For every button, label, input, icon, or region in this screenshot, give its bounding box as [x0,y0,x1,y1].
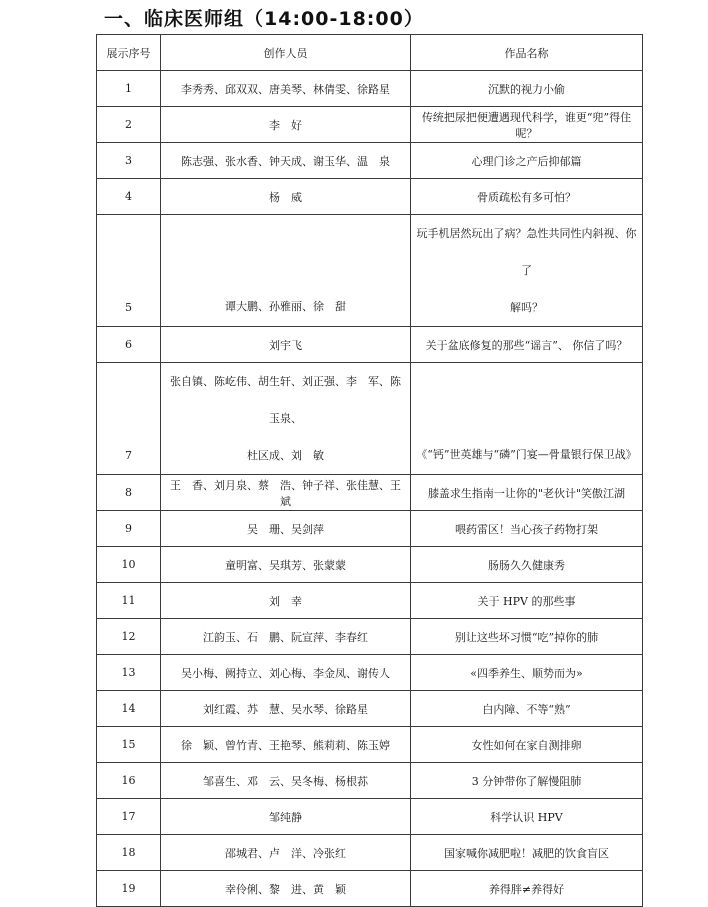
row-authors [161,363,411,475]
row-number: 10 [97,547,161,583]
row-work: 《“钙”世英雄与“磷”门宴—骨量银行保卫战》 [411,363,643,475]
header-authors: 创作人员 [161,35,411,71]
row-work: 关于 HPV 的那些事 [411,583,643,619]
row-authors: 邵城君、卢 洋、冷张红 [161,835,411,871]
row-work: 别让这些坏习惯“吃”掉你的肺 [411,619,643,655]
row-number: 3 [97,143,161,179]
row-work: 科学认识 HPV [411,799,643,835]
row-number: 8 [97,475,161,511]
page-title: 一、临床医师组（14:00-18:00） [104,8,424,30]
row-number: 17 [97,799,161,835]
row-work-line: 玩手机居然玩出了病？急性共同性内斜视、你了 [416,227,637,277]
header-row [97,35,643,71]
row-number: 12 [97,619,161,655]
row-number: 19 [97,871,161,907]
row-authors: 谭大鹏、孙雅丽、徐 甜 [161,215,411,327]
table-row [97,799,643,835]
row-authors: 江韵玉、石 鹏、阮宣萍、李春红 [161,619,411,655]
row-work: 白内障、不等“熟” [411,691,643,727]
row-work: 心理门诊之产后抑郁篇 [411,143,643,179]
row-number: 6 [97,327,161,363]
table-row [97,363,643,475]
row-authors: 李秀秀、邱双双、唐美琴、林倩雯、徐路星 [161,71,411,107]
row-number: 15 [97,727,161,763]
row-authors: 吴 珊、吴剑萍 [161,511,411,547]
row-work: 膝盖求生指南一让你的"老伙计"笑傲江湖 [411,475,643,511]
row-number: 11 [97,583,161,619]
row-work: 养得胖≠养得好 [411,871,643,907]
table-row [97,691,643,727]
row-work: «四季养生、顺势而为» [411,655,643,691]
row-authors: 幸伶俐、黎 进、黄 颖 [161,871,411,907]
table-row [97,871,643,907]
row-work: 传统把尿把便遭遇现代科学，谁更“兜”得住呢？ [411,107,643,143]
row-number: 14 [97,691,161,727]
header-number: 展示序号 [97,35,161,71]
table-row [97,143,643,179]
table-row [97,547,643,583]
table-row [97,475,643,511]
row-authors: 李 好 [161,107,411,143]
row-authors: 邹纯静 [161,799,411,835]
table-row [97,511,643,547]
row-authors: 童明富、吴琪芳、张蒙蒙 [161,547,411,583]
row-number: 1 [97,71,161,107]
row-work: 喂药雷区！当心孩子药物打架 [411,511,643,547]
row-work: 关于盆底修复的那些“谣言”、 你信了吗？ [411,327,643,363]
header-work: 作品名称 [411,35,643,71]
table-row [97,835,643,871]
table-row [97,583,643,619]
row-work [411,215,643,327]
row-number: 9 [97,511,161,547]
row-authors: 刘 幸 [161,583,411,619]
row-authors: 杨 威 [161,179,411,215]
row-authors: 刘红霞、苏 慧、吴水琴、徐路星 [161,691,411,727]
row-authors: 刘宇飞 [161,327,411,363]
row-authors: 徐 颖、曾竹青、王艳琴、熊莉莉、陈玉婷 [161,727,411,763]
row-number: 18 [97,835,161,871]
row-work: 骨质疏松有多可怕？ [411,179,643,215]
table-row [97,727,643,763]
table-row [97,763,643,799]
table-row [97,215,643,327]
row-authors: 陈志强、张水香、钟天成、谢玉华、温 泉 [161,143,411,179]
roster-table [96,34,643,907]
row-number: 13 [97,655,161,691]
row-work: 国家喊你减肥啦！减肥的饮食盲区 [411,835,643,871]
row-work: 肠肠久久健康秀 [411,547,643,583]
table-row [97,655,643,691]
row-authors: 吴小梅、阙持立、刘心梅、李金凤、谢传人 [161,655,411,691]
row-authors-line: 张自镇、陈屹伟、胡生轩、刘正强、李 军、陈玉泉、 [170,375,401,425]
table-row [97,107,643,143]
table-row [97,179,643,215]
row-work-line: 解吗？ [510,301,543,314]
table-row [97,71,643,107]
row-authors-line: 杜区成、刘 敏 [247,449,324,462]
row-authors: 王 香、刘月泉、蔡 浩、钟子祥、张佳慧、王 斌 [161,475,411,511]
row-number: 2 [97,107,161,143]
row-number: 16 [97,763,161,799]
row-authors: 邹喜生、邓 云、吴冬梅、杨根荪 [161,763,411,799]
row-work: 3 分钟带你了解慢阻肺 [411,763,643,799]
row-number: 4 [97,179,161,215]
row-work: 女性如何在家自测排卵 [411,727,643,763]
table-row [97,619,643,655]
row-number: 5 [97,215,161,327]
row-number: 7 [97,363,161,475]
table-row [97,327,643,363]
row-work: 沉默的视力小偷 [411,71,643,107]
